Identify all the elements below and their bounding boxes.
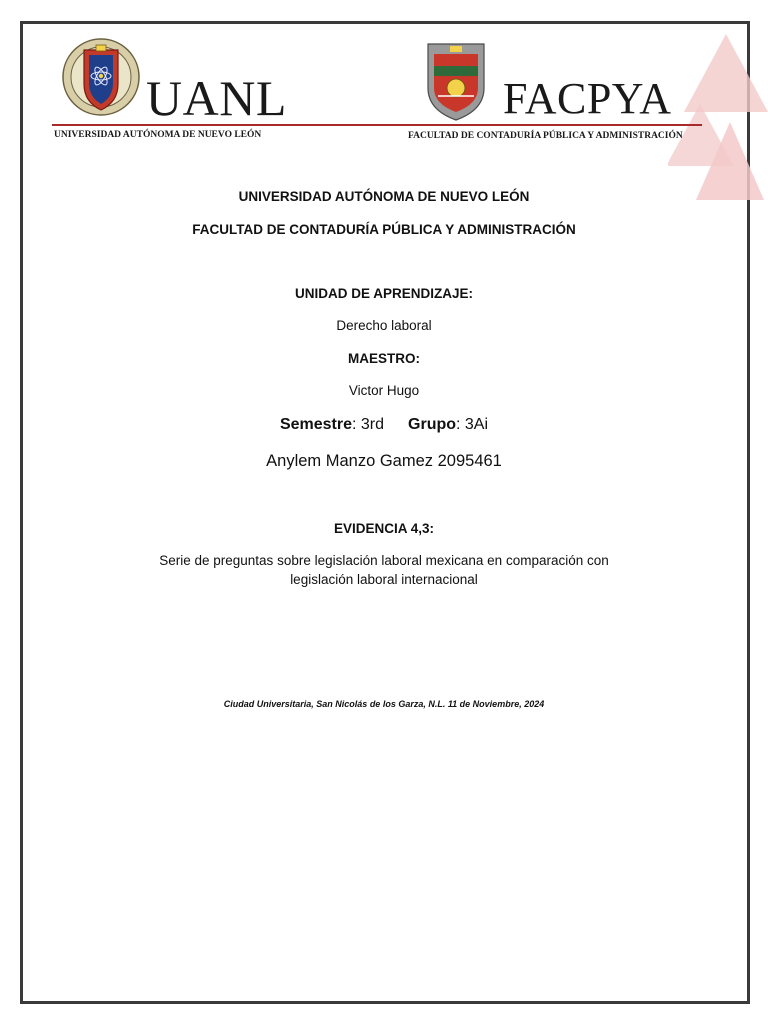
evidence-label: EVIDENCIA 4,3: (333, 521, 435, 536)
evidence-description (20, 551, 748, 589)
university-title: UNIVERSIDAD AUTÓNOMA DE NUEVO LEÓN (238, 189, 530, 204)
uanl-wordmark: UANL (146, 70, 287, 126)
student-name: Anylem Manzo Gamez 2095461 (266, 452, 502, 470)
semester-label: Semestre (279, 416, 352, 433)
group-value: : 3Ai (456, 416, 489, 433)
facpya-subtitle: FACULTAD DE CONTADURÍA PÚBLICA Y ADMINISTRACIÓN (408, 131, 683, 141)
page-frame (20, 21, 750, 1004)
evidence-line-1: Serie de preguntas sobre legislación laboral mexicana en comparación con (159, 553, 609, 568)
decorative-triangles (668, 30, 768, 210)
evidence-line-2: legislación laboral internacional (290, 572, 478, 587)
header-rule (52, 124, 702, 126)
teacher-value: Victor Hugo (348, 383, 420, 398)
uanl-seal-icon (62, 36, 140, 118)
group-label: Grupo (408, 416, 457, 433)
facpya-seal-icon (424, 38, 488, 122)
semester-value: : 3rd (352, 416, 385, 433)
uanl-subtitle: UNIVERSIDAD AUTÓNOMA DE NUEVO LEÓN (54, 130, 262, 140)
teacher-label: MAESTRO: (348, 351, 420, 366)
semester-group-line (20, 416, 748, 434)
facpya-wordmark: FACPYA (503, 74, 672, 123)
unit-label: UNIDAD DE APRENDIZAJE: (294, 286, 473, 301)
faculty-title: FACULTAD DE CONTADURÍA PÚBLICA Y ADMINISTRACIÓN (192, 222, 576, 237)
footer-location-date: Ciudad Universitaria, San Nicolás de los Garza, N.L. 11 de Noviembre, 2024 (223, 699, 545, 709)
unit-value: Derecho laboral (336, 318, 432, 333)
